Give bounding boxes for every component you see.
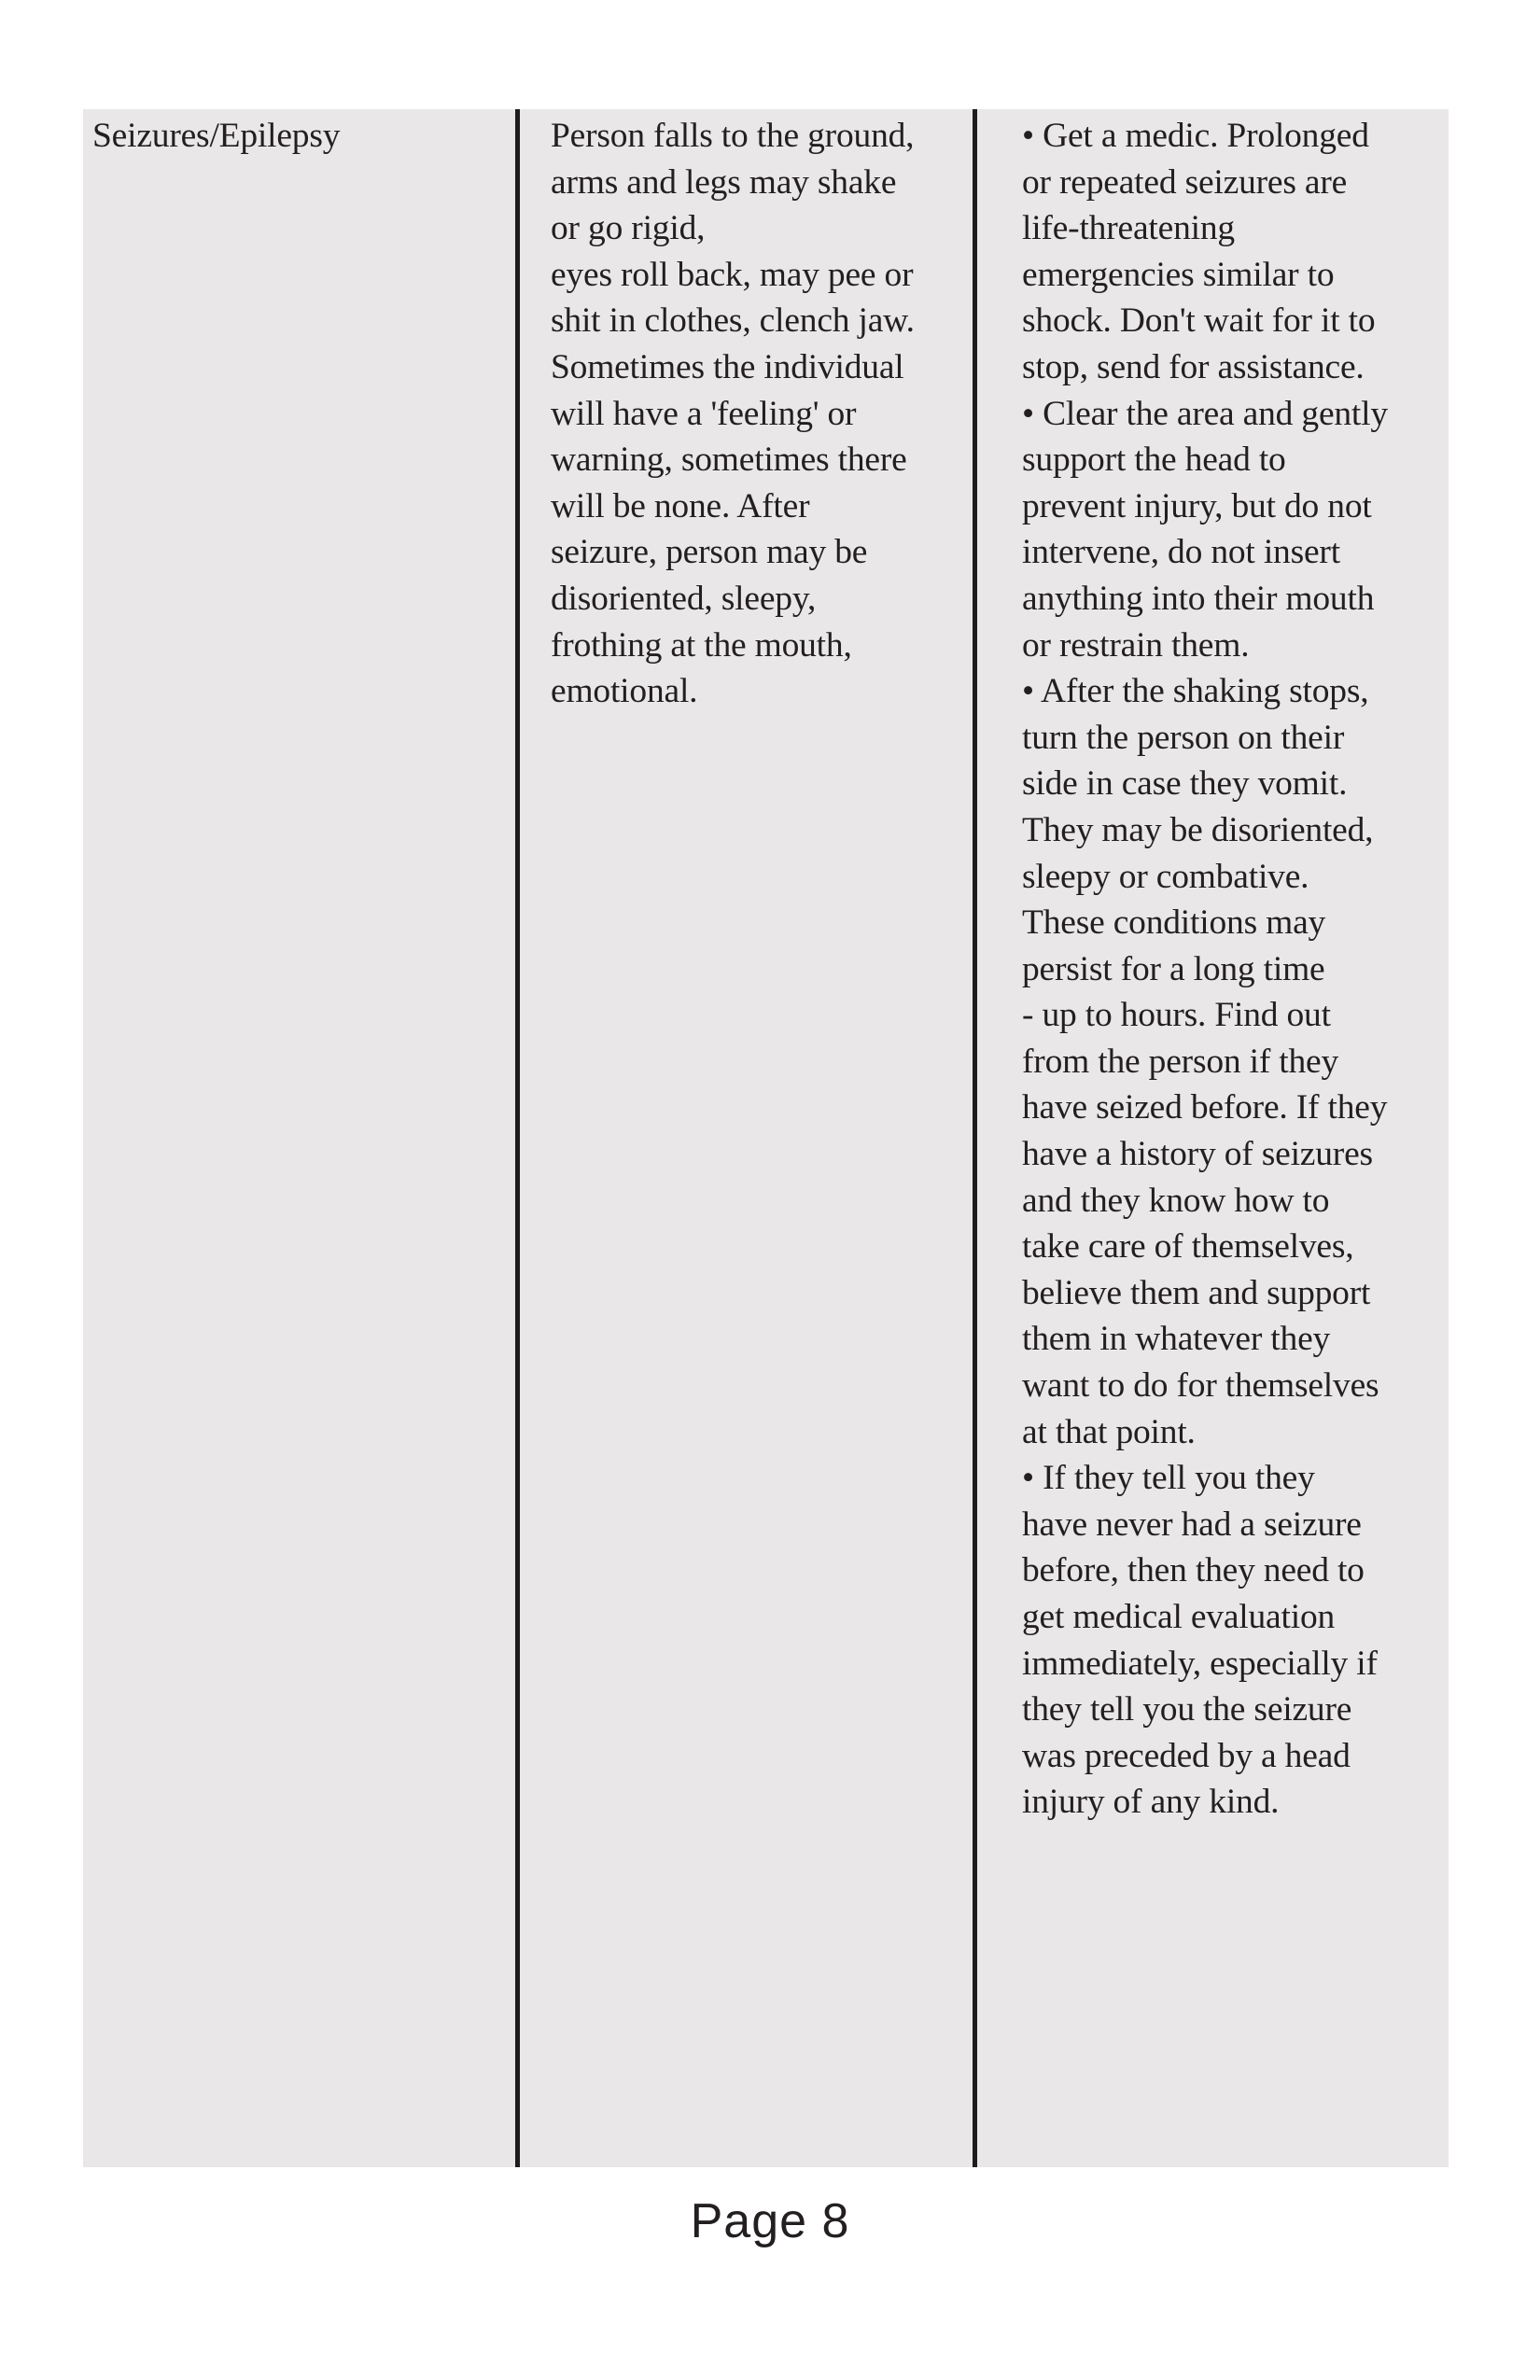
treatment-item: • If they tell you they have never had a seizure before, then they need to get medical evaluation immediately, especially if they tell you the seizure was preceded by a head injury of any kind.: [1022, 1459, 1378, 1822]
first-aid-table: [83, 109, 1449, 2167]
treatment-item: • Clear the area and gently support the head to prevent injury, but do not intervene, do not insert anything into their mouth or restrain them.: [1022, 394, 1388, 665]
symptoms-text: Person falls to the ground, arms and legs may shake or go rigid, eyes roll back, may pee or shit in clothes, clench jaw. Sometimes the individual will have a 'feeling' or warning, sometimes there will be none. After seizure, person may be disoriented, sleepy, frothing at the mouth, emotional.: [551, 117, 915, 711]
treatment-item: • Get a medic. Prolonged or repeated seizures are life-threatening emergencies similar to shock. Don't wait for it to stop, send for assistance.: [1022, 117, 1376, 386]
treatment-cell: [975, 109, 1449, 2167]
page-number: Page 8: [690, 2194, 850, 2248]
condition-text: Seizures/Epilepsy: [92, 117, 341, 155]
treatment-item: • After the shaking stops, turn the person on their side in case they vomit. They may be disoriented, sleepy or combative. These conditions may persist for a long time - up to hours. Find out from the person if they have seized before. If they have a history of seizures and they know how to take care of themselves, believe them and support them in whatever they want to do for themselves at that point.: [1022, 672, 1388, 1451]
treatment-list: [1022, 113, 1449, 1826]
symptoms-cell: [518, 109, 975, 2167]
condition-cell: [83, 109, 518, 2167]
